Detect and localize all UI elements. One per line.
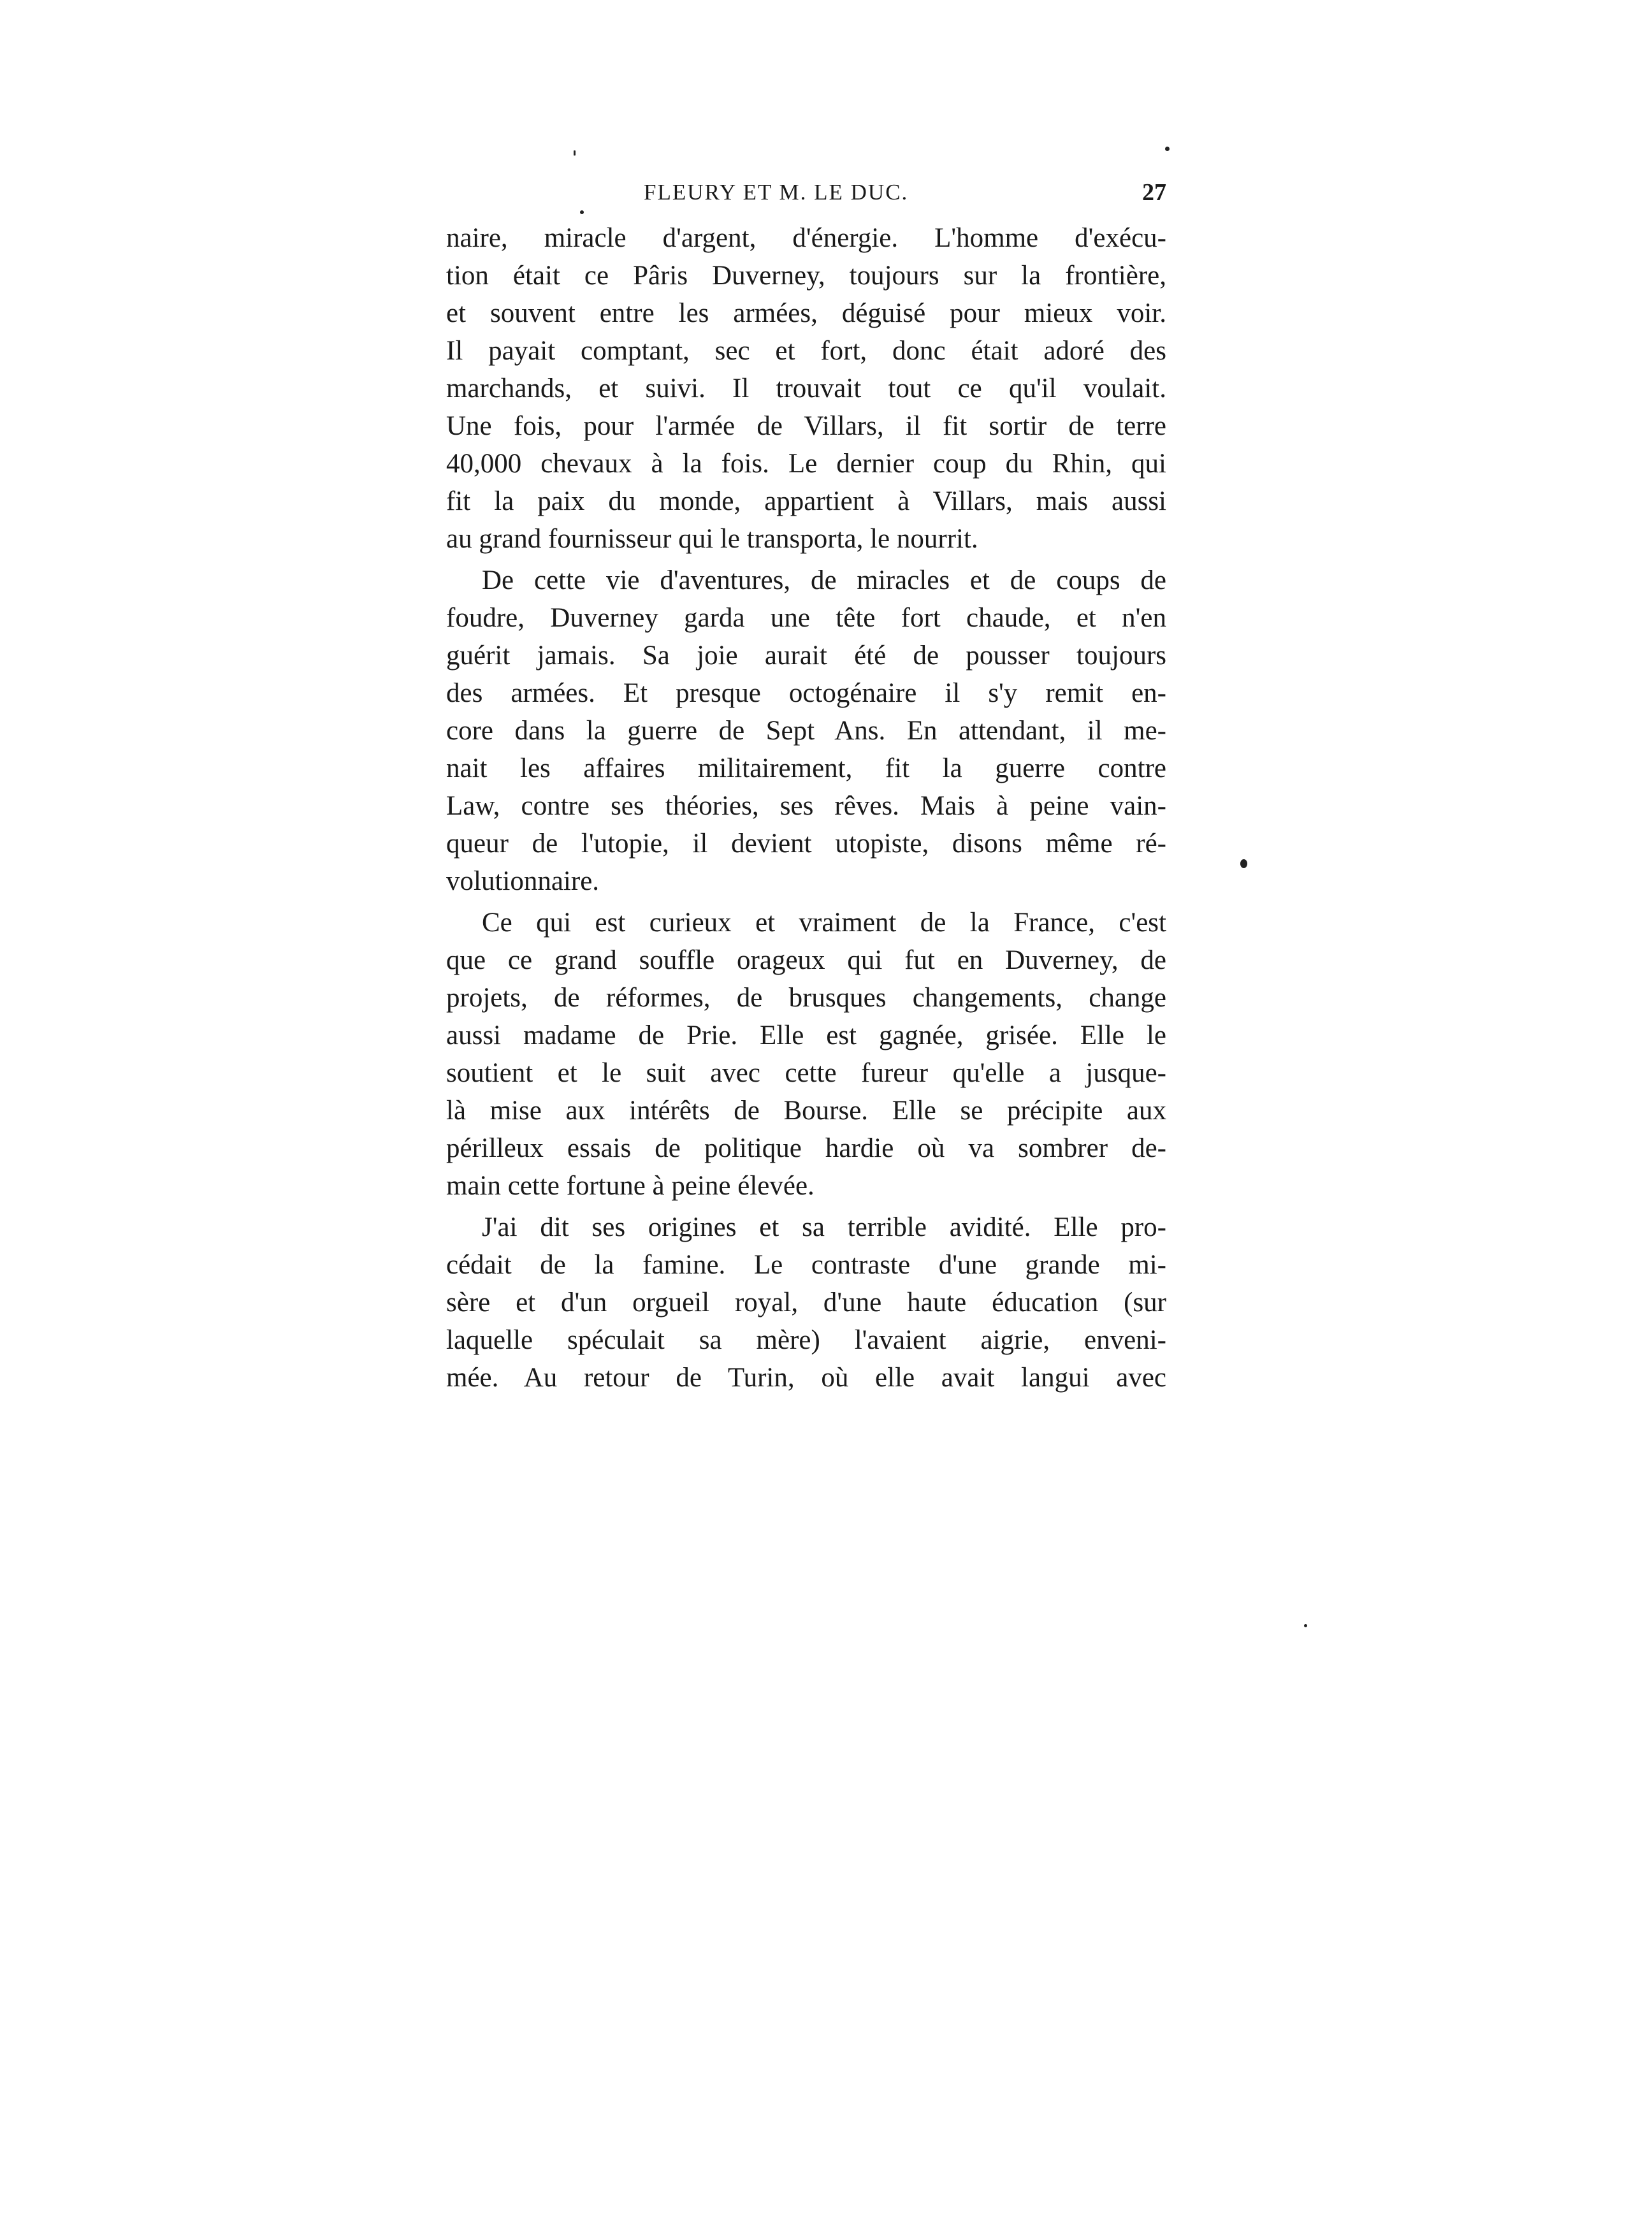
text-line: volutionnaire. bbox=[446, 866, 600, 896]
text-line: core dans la guerre de Sept Ans. En attendant, il me- bbox=[446, 716, 1166, 746]
body-text bbox=[446, 219, 1166, 1397]
scan-speck bbox=[1165, 147, 1170, 151]
text-line: des armées. Et presque octogénaire il s'y remit en- bbox=[446, 678, 1166, 708]
text-line: main cette fortune à peine élevée. bbox=[446, 1171, 815, 1201]
text-line: guérit jamais. Sa joie aurait été de pousser toujours bbox=[446, 641, 1166, 671]
text-line: que ce grand souffle orageux qui fut en Duverney, de bbox=[446, 945, 1166, 975]
text-line: laquelle spéculait sa mère) l'avaient aigrie, enveni- bbox=[446, 1325, 1166, 1355]
text-line: naire, miracle d'argent, d'énergie. L'homme d'exécu- bbox=[446, 223, 1166, 253]
text-line: soutient et le suit avec cette fureur qu'elle a jusque- bbox=[446, 1058, 1166, 1088]
text-line: périlleux essais de politique hardie où va sombrer de- bbox=[446, 1133, 1166, 1163]
text-line: Ce qui est curieux et vraiment de la France, c'est bbox=[482, 908, 1166, 938]
scan-speck bbox=[574, 150, 576, 156]
text-line: De cette vie d'aventures, de miracles et de coups de bbox=[482, 565, 1166, 595]
text-line: au grand fournisseur qui le transporta, le nourrit. bbox=[446, 524, 978, 554]
text-line: cédait de la famine. Le contraste d'une grande mi- bbox=[446, 1250, 1166, 1280]
text-line: aussi madame de Prie. Elle est gagnée, grisée. Elle le bbox=[446, 1020, 1166, 1050]
paragraph-1 bbox=[446, 219, 1166, 558]
page-number: 27 bbox=[1142, 179, 1166, 206]
text-line: projets, de réformes, de brusques changements, change bbox=[446, 983, 1166, 1013]
text-line: mée. Au retour de Turin, où elle avait langui avec bbox=[446, 1363, 1166, 1393]
text-line: et souvent entre les armées, déguisé pour mieux voir. bbox=[446, 298, 1166, 328]
running-title: FLEURY ET M. LE DUC. bbox=[644, 180, 909, 205]
text-line: nait les affaires militairement, fit la guerre contre bbox=[446, 753, 1166, 783]
text-line: là mise aux intérêts de Bourse. Elle se précipite aux bbox=[446, 1096, 1166, 1126]
text-line: tion était ce Pâris Duverney, toujours sur la frontière, bbox=[446, 261, 1166, 291]
text-line: sère et d'un orgueil royal, d'une haute éducation (sur bbox=[446, 1288, 1166, 1318]
scan-speck bbox=[580, 210, 584, 214]
paragraph-4 bbox=[446, 1209, 1166, 1397]
scan-speck bbox=[1304, 1624, 1307, 1627]
text-line: Law, contre ses théories, ses rêves. Mais à peine vain- bbox=[446, 791, 1166, 821]
paragraph-3 bbox=[446, 904, 1166, 1205]
scan-speck bbox=[1240, 859, 1247, 868]
text-line: marchands, et suivi. Il trouvait tout ce qu'il voulait. bbox=[446, 374, 1166, 403]
paragraph-2 bbox=[446, 562, 1166, 900]
text-line: 40,000 chevaux à la fois. Le dernier coup du Rhin, qui bbox=[446, 449, 1166, 479]
text-line: Il payait comptant, sec et fort, donc était adoré des bbox=[446, 336, 1166, 366]
text-line: J'ai dit ses origines et sa terrible avidité. Elle pro- bbox=[482, 1212, 1166, 1242]
text-line: Une fois, pour l'armée de Villars, il fit sortir de terre bbox=[446, 411, 1166, 441]
running-head bbox=[446, 173, 1166, 212]
text-line: queur de l'utopie, il devient utopiste, disons même ré- bbox=[446, 829, 1166, 859]
text-line: foudre, Duverney garda une tête fort chaude, et n'en bbox=[446, 603, 1166, 633]
text-line: fit la paix du monde, appartient à Villars, mais aussi bbox=[446, 486, 1166, 516]
